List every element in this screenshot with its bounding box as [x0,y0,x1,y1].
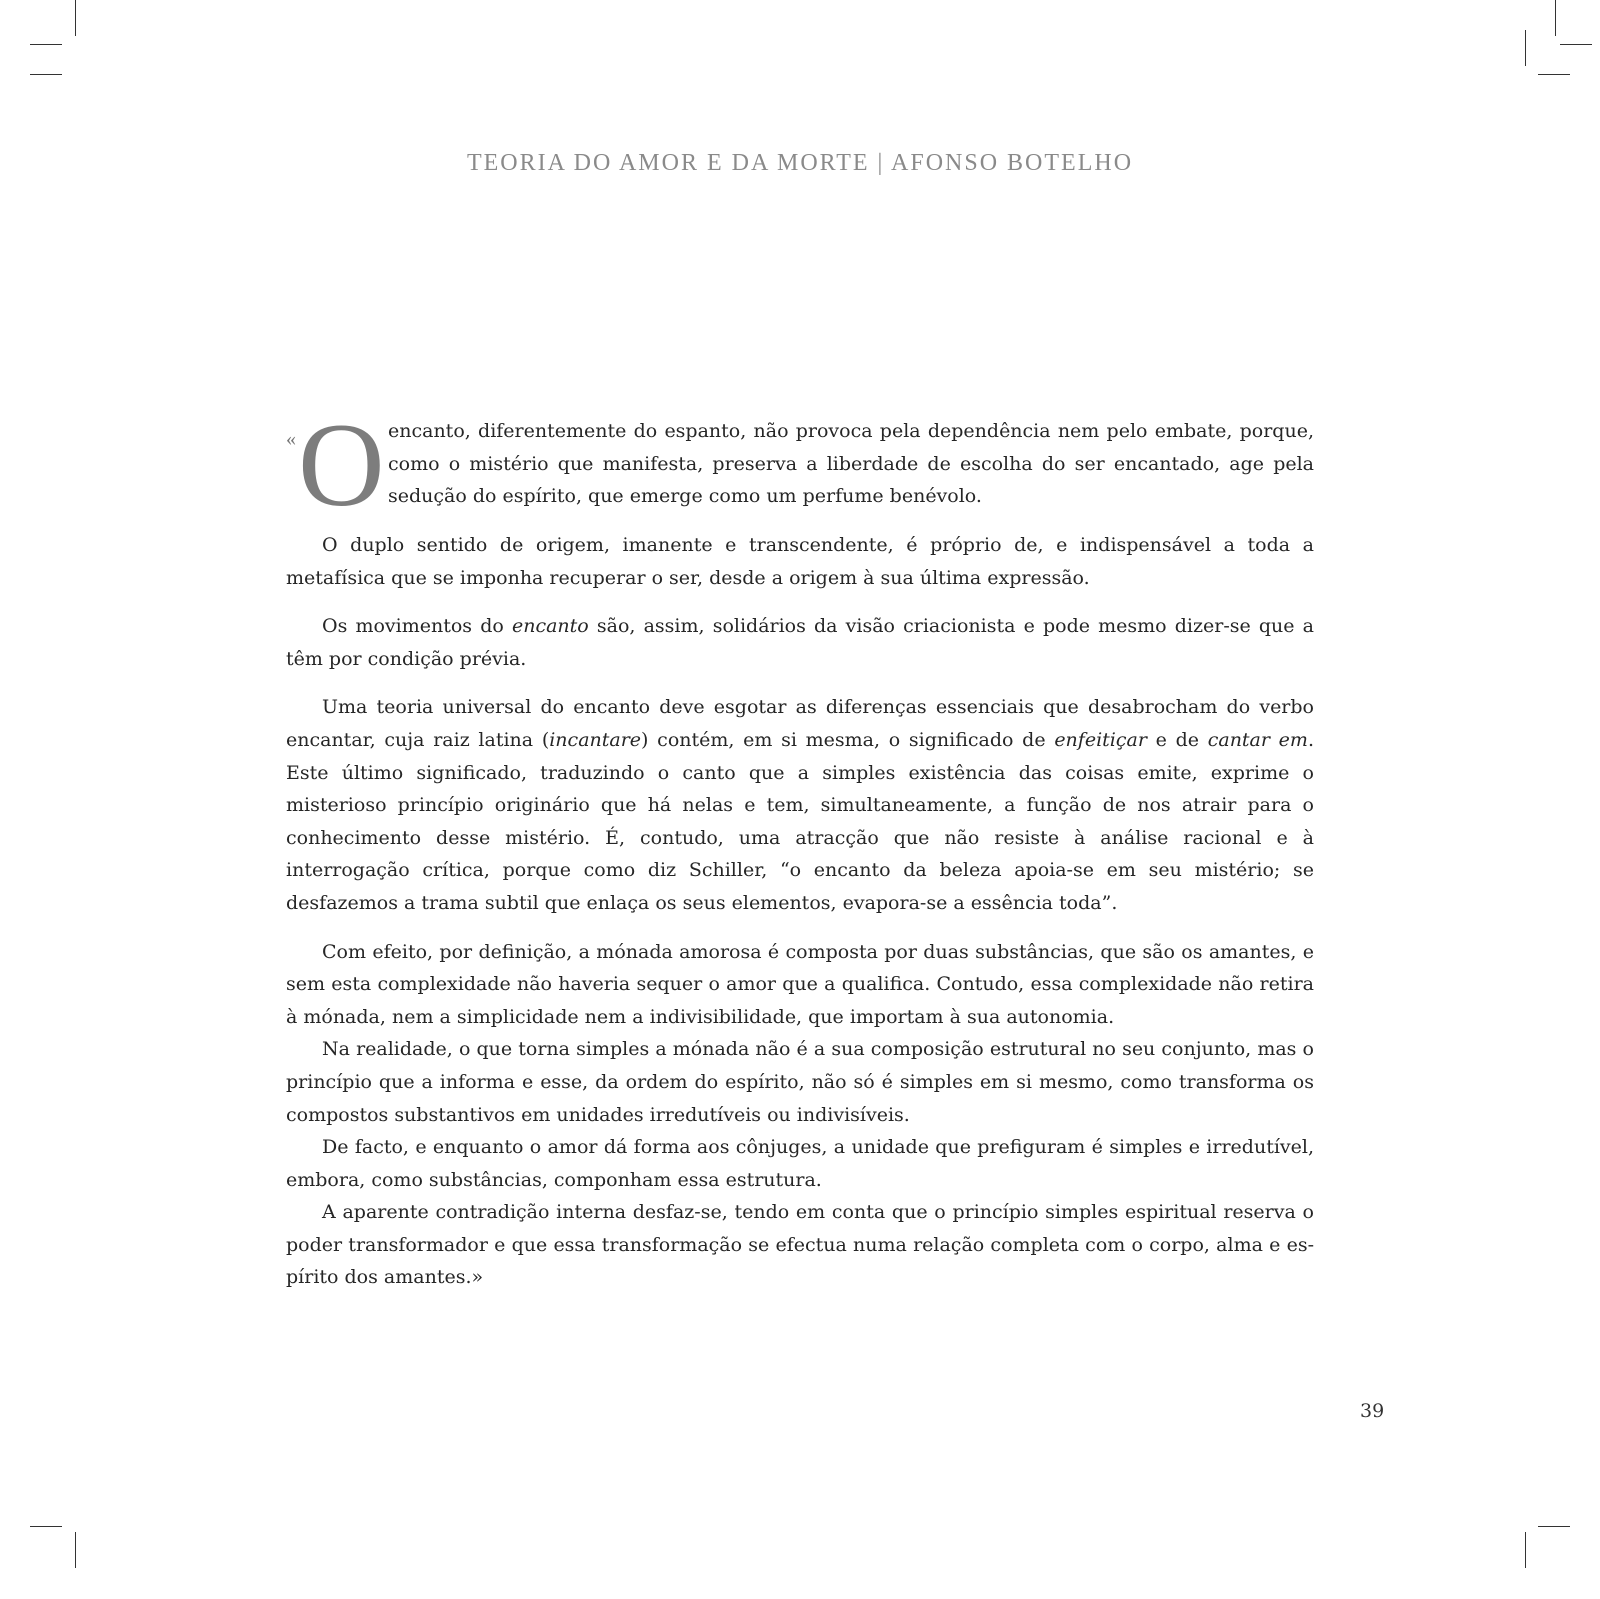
paragraph-3: Os movimentos do encanto são, assim, solidários da visão criacionista e pode mesmo dizer-se que a têm por condição prévia. [286,615,1314,670]
paragraph-5: Com efeito, por definição, a mónada amorosa é composta por duas substâncias, que são os amantes, e sem esta complexidade não haveria sequer o amor que a qualifica. Contudo, essa complexidade não retira à mónada, nem a simplicidade nem a indivisibilidade, que importam à sua autonomia. [286,940,1314,1028]
page-number: 39 [1360,1400,1385,1422]
opening-quote-mark: « [286,428,296,450]
crop-mark-tl-v [75,0,76,36]
emphasis-enfeiticar: enfeitiçar [1054,728,1147,751]
paragraph-4: Uma teoria universal do encanto deve esgotar as diferenças essenciais que desabrocham do verbo encantar, cuja raiz latina (incantare) contém, em si mesma, o significado de enfeitiçar e de cantar em. Este último significado, traduzindo o canto que a simples existência das coisas emite, exprime o misterioso princípio originário que há nelas e tem, simultaneamente, a função de nos atrair para o conhecimento desse mistério. É, contudo, uma atracção que não resiste à análise racional e à interrogação crítica, porque como diz Schiller, “o encanto da beleza apoia-se em seu mistério; se desfazemos a trama subtil que enlaça os seus elementos, evapora-se a essência toda”. [286,696,1314,914]
crop-mark-tr-h [1538,74,1570,75]
paragraph-6: Na realidade, o que torna simples a mónada não é a sua composição estrutural no seu conjunto, mas o princípio que a informa e esse, da ordem do espírito, não só é simples em si mesmo, como transforma os compostos substantivos em unidades irredutíveis ou indivisíveis. [286,1038,1314,1126]
opening-paragraph [286,398,1314,531]
paragraph-1-text: encanto, diferentemente do espanto, não provoca pela dependência nem pelo embate, porque, como o mistério que manifesta, preserva a liberdade de escolha do ser encantado, age pela sedução do espírito, que emerge como um perfume benévolo. [388,420,1314,508]
crop-mark-tl2-h [30,74,62,75]
paragraph-8: A aparente contradição interna desfaz-se, tendo em conta que o princípio simples espiritual reserva o poder transformador e que essa transformação se efectua numa relação completa com o corpo, alma e espírito dos amantes.» [286,1201,1314,1289]
crop-mark-br-v [1525,1532,1526,1568]
body-text [286,398,1314,1294]
emphasis-encanto: encanto [511,615,589,638]
emphasis-cantar-em: cantar em [1207,728,1308,751]
crop-mark-tr2-h [1560,44,1592,45]
crop-mark-tr-v [1525,30,1526,66]
paragraph-7: De facto, e enquanto o amor dá forma aos cônjuges, a unidade que prefiguram é simples e irredutível, embora, como substâncias, componham essa estrutura. [286,1136,1314,1191]
emphasis-incantare: incantare [549,728,642,751]
drop-cap: O [298,398,385,531]
crop-mark-bl-h [30,1526,62,1527]
running-head: TEORIA DO AMOR E DA MORTE | AFONSO BOTELHO [466,150,1134,176]
crop-mark-bl-v [75,1532,76,1568]
crop-mark-br-h [1538,1526,1570,1527]
paragraph-2: O duplo sentido de origem, imanente e transcendente, é próprio de, e indispensável a toda a metafísica que se imponha recuperar o ser, desde a origem à sua última expressão. [286,534,1314,589]
crop-mark-tr2-v [1555,0,1556,36]
crop-mark-tl-h [30,44,62,45]
